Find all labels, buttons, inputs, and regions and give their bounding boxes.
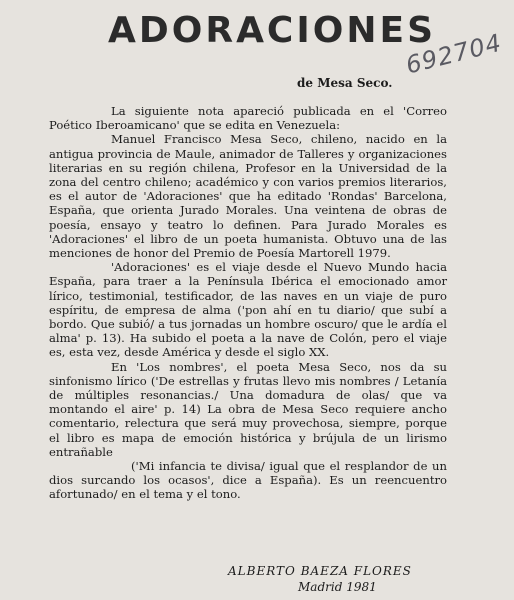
handwritten-note: 692704 — [403, 28, 505, 80]
article-body — [49, 104, 447, 502]
paragraph-biography: Manuel Francisco Mesa Seco, chileno, nacido en la antigua provincia de Maule, animador de Talleres y organizaciones literarias en su región chilena, Profesor en la Universidad de la zona del centro chileno; académico y con varios premios literarios, es el autor de 'Adoraciones' que ha editado 'Rondas' Barcelona, España, que orienta Jurado Morales. Una veintena de obras de poesía, ensayo y teatro lo definen. Para Jurado Morales es 'Adoraciones' el libro de un poeta humanista. Obtuvo una de las menciones de honor del Premio de Poesía Martorell 1979. — [49, 132, 447, 261]
article-byline: de Mesa Seco. — [297, 76, 393, 90]
author-signature: ALBERTO BAEZA FLORES — [228, 564, 412, 578]
paragraph-names: En 'Los nombres', el poeta Mesa Seco, nos da su sinfonismo lírico ('De estrellas y frutas llevo mis nombres / Letanía de múltiples resonancias./ Una domadura de olas/ que va montando el aire' p. 14) La obra de Mesa Seco requiere ancho comentario, relectura que será muy provechosa, siempre, porque el libro es mapa de emoción histórica y brújula de un lirismo entrañable — [49, 359, 447, 459]
paragraph-closing: ('Mi infancia te divisa/ igual que el resplandor de un dios surcando los ocasos', dice a España). Es un reencuentro afortunado/ en el tema y el tono. — [49, 459, 447, 502]
paragraph-intro: La siguiente nota apareció publicada en el 'Correo Poético Iberoamicano' que se edita en Venezuela: — [49, 104, 447, 133]
paragraph-voyage: 'Adoraciones' es el viaje desde el Nuevo Mundo hacia España, para traer a la Península Ibérica el emocionado amor lírico, testimonial, testificador, de las naves en un viaje de puro espíritu, de empresa de alma ('pon ahí en tu diario/ que subí a bordo. Que subió/ a tus jornadas un hombre oscuro/ que le ardía el alma' p. 13). Ha subido el poeta a la nave de Colón, pero el viaje es, esta vez, desde América y desde el siglo XX. — [49, 260, 447, 360]
article-title: ADORACIONES — [108, 10, 436, 51]
place-date: Madrid 1981 — [298, 580, 377, 594]
